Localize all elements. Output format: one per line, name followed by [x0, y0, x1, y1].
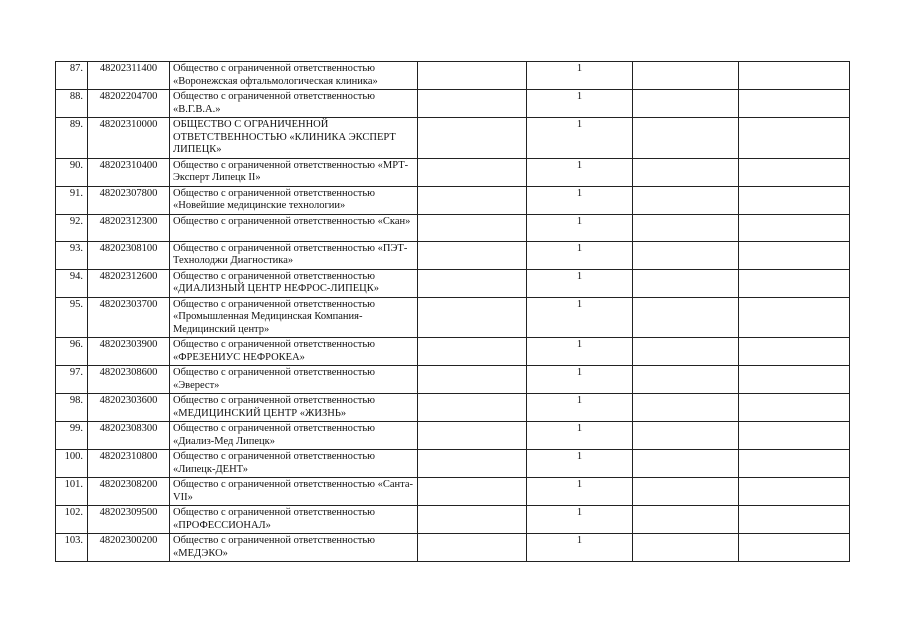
- org-code-cell: 48202303700: [88, 297, 170, 338]
- count-cell: 1: [527, 186, 633, 214]
- org-code-cell: 48202310800: [88, 450, 170, 478]
- empty-cell-3: [739, 450, 850, 478]
- org-name-cell: Общество с ограниченной ответственностью «МРТ-Эксперт Липецк II»: [170, 158, 418, 186]
- table-row: [56, 422, 850, 450]
- empty-cell-2: [633, 366, 739, 394]
- org-name-cell: Общество с ограниченной ответственностью «Промышленная Медицинская Компания-Медицинский центр»: [170, 297, 418, 338]
- empty-cell-3: [739, 506, 850, 534]
- empty-cell-3: [739, 534, 850, 562]
- org-code-cell: 48202308300: [88, 422, 170, 450]
- count-cell: 1: [527, 534, 633, 562]
- table-row: [56, 241, 850, 269]
- count-cell: 1: [527, 241, 633, 269]
- table-row: [56, 450, 850, 478]
- empty-cell-3: [739, 269, 850, 297]
- empty-cell-1: [418, 186, 527, 214]
- empty-cell-2: [633, 241, 739, 269]
- empty-cell-2: [633, 394, 739, 422]
- empty-cell-1: [418, 269, 527, 297]
- row-number-cell: 100.: [56, 450, 88, 478]
- empty-cell-2: [633, 506, 739, 534]
- empty-cell-2: [633, 422, 739, 450]
- count-cell: 1: [527, 158, 633, 186]
- empty-cell-3: [739, 338, 850, 366]
- empty-cell-1: [418, 366, 527, 394]
- empty-cell-3: [739, 62, 850, 90]
- row-number-cell: 97.: [56, 366, 88, 394]
- table-row: [56, 478, 850, 506]
- row-number-cell: 98.: [56, 394, 88, 422]
- org-code-cell: 48202309500: [88, 506, 170, 534]
- organizations-table: [55, 61, 850, 562]
- count-cell: 1: [527, 90, 633, 118]
- org-name-cell: Общество с ограниченной ответственностью «Эверест»: [170, 366, 418, 394]
- org-code-cell: 48202310400: [88, 158, 170, 186]
- empty-cell-2: [633, 90, 739, 118]
- org-name-cell: Общество с ограниченной ответственностью «ДИАЛИЗНЫЙ ЦЕНТР НЕФРОС-ЛИПЕЦК»: [170, 269, 418, 297]
- table-row: [56, 186, 850, 214]
- empty-cell-2: [633, 269, 739, 297]
- empty-cell-2: [633, 534, 739, 562]
- org-name-cell: Общество с ограниченной ответственностью «МЕДИЦИНСКИЙ ЦЕНТР «ЖИЗНЬ»: [170, 394, 418, 422]
- empty-cell-3: [739, 214, 850, 241]
- empty-cell-1: [418, 394, 527, 422]
- table-row: [56, 338, 850, 366]
- org-name-cell: Общество с ограниченной ответственностью «ПЭТ-Технолоджи Диагностика»: [170, 241, 418, 269]
- org-code-cell: 48202312600: [88, 269, 170, 297]
- empty-cell-1: [418, 90, 527, 118]
- empty-cell-3: [739, 478, 850, 506]
- row-number-cell: 92.: [56, 214, 88, 241]
- org-code-cell: 48202303900: [88, 338, 170, 366]
- org-name-cell: ОБЩЕСТВО С ОГРАНИЧЕННОЙ ОТВЕТСТВЕННОСТЬЮ «КЛИНИКА ЭКСПЕРТ ЛИПЕЦК»: [170, 118, 418, 159]
- empty-cell-2: [633, 214, 739, 241]
- empty-cell-2: [633, 450, 739, 478]
- empty-cell-2: [633, 338, 739, 366]
- count-cell: 1: [527, 297, 633, 338]
- table-row: [56, 62, 850, 90]
- table-row: [56, 158, 850, 186]
- row-number-cell: 102.: [56, 506, 88, 534]
- table-row: [56, 297, 850, 338]
- table-row: [56, 269, 850, 297]
- empty-cell-1: [418, 450, 527, 478]
- org-name-cell: Общество с ограниченной ответственностью «Новейшие медицинские технологии»: [170, 186, 418, 214]
- empty-cell-1: [418, 62, 527, 90]
- empty-cell-2: [633, 62, 739, 90]
- empty-cell-1: [418, 506, 527, 534]
- org-code-cell: 48202312300: [88, 214, 170, 241]
- empty-cell-2: [633, 297, 739, 338]
- count-cell: 1: [527, 269, 633, 297]
- count-cell: 1: [527, 422, 633, 450]
- count-cell: 1: [527, 394, 633, 422]
- org-code-cell: 48202303600: [88, 394, 170, 422]
- org-name-cell: Общество с ограниченной ответственностью «В.Г.В.А.»: [170, 90, 418, 118]
- org-code-cell: 48202307800: [88, 186, 170, 214]
- empty-cell-1: [418, 338, 527, 366]
- org-code-cell: 48202310000: [88, 118, 170, 159]
- row-number-cell: 96.: [56, 338, 88, 366]
- empty-cell-3: [739, 297, 850, 338]
- count-cell: 1: [527, 366, 633, 394]
- count-cell: 1: [527, 214, 633, 241]
- row-number-cell: 99.: [56, 422, 88, 450]
- empty-cell-3: [739, 158, 850, 186]
- org-name-cell: Общество с ограниченной ответственностью «Липецк-ДЕНТ»: [170, 450, 418, 478]
- empty-cell-1: [418, 158, 527, 186]
- empty-cell-3: [739, 422, 850, 450]
- document-page: [55, 61, 849, 562]
- empty-cell-1: [418, 478, 527, 506]
- empty-cell-1: [418, 297, 527, 338]
- empty-cell-1: [418, 534, 527, 562]
- count-cell: 1: [527, 478, 633, 506]
- empty-cell-1: [418, 241, 527, 269]
- empty-cell-3: [739, 394, 850, 422]
- org-name-cell: Общество с ограниченной ответственностью «Санта-VII»: [170, 478, 418, 506]
- empty-cell-1: [418, 422, 527, 450]
- empty-cell-2: [633, 158, 739, 186]
- table-row: [56, 394, 850, 422]
- count-cell: 1: [527, 118, 633, 159]
- org-name-cell: Общество с ограниченной ответственностью «Диализ-Мед Липецк»: [170, 422, 418, 450]
- org-name-cell: Общество с ограниченной ответственностью «МЕДЭКО»: [170, 534, 418, 562]
- empty-cell-3: [739, 366, 850, 394]
- org-name-cell: Общество с ограниченной ответственностью «ФРЕЗЕНИУС НЕФРОКЕА»: [170, 338, 418, 366]
- row-number-cell: 103.: [56, 534, 88, 562]
- org-code-cell: 48202308100: [88, 241, 170, 269]
- table-row: [56, 90, 850, 118]
- org-code-cell: 48202311400: [88, 62, 170, 90]
- row-number-cell: 87.: [56, 62, 88, 90]
- table-body: [56, 62, 850, 562]
- row-number-cell: 95.: [56, 297, 88, 338]
- empty-cell-1: [418, 214, 527, 241]
- count-cell: 1: [527, 338, 633, 366]
- row-number-cell: 88.: [56, 90, 88, 118]
- row-number-cell: 101.: [56, 478, 88, 506]
- row-number-cell: 93.: [56, 241, 88, 269]
- row-number-cell: 91.: [56, 186, 88, 214]
- org-name-cell: Общество с ограниченной ответственностью «Воронежская офтальмологическая клиника»: [170, 62, 418, 90]
- table-row: [56, 366, 850, 394]
- org-name-cell: Общество с ограниченной ответственностью «Скан»: [170, 214, 418, 241]
- empty-cell-3: [739, 90, 850, 118]
- org-code-cell: 48202300200: [88, 534, 170, 562]
- org-name-cell: Общество с ограниченной ответственностью «ПРОФЕССИОНАЛ»: [170, 506, 418, 534]
- table-row: [56, 214, 850, 241]
- empty-cell-3: [739, 186, 850, 214]
- empty-cell-2: [633, 478, 739, 506]
- row-number-cell: 89.: [56, 118, 88, 159]
- count-cell: 1: [527, 506, 633, 534]
- table-row: [56, 506, 850, 534]
- table-row: [56, 118, 850, 159]
- empty-cell-2: [633, 118, 739, 159]
- empty-cell-2: [633, 186, 739, 214]
- count-cell: 1: [527, 62, 633, 90]
- empty-cell-1: [418, 118, 527, 159]
- table-row: [56, 534, 850, 562]
- empty-cell-3: [739, 118, 850, 159]
- org-code-cell: 48202308600: [88, 366, 170, 394]
- org-code-cell: 48202308200: [88, 478, 170, 506]
- empty-cell-3: [739, 241, 850, 269]
- count-cell: 1: [527, 450, 633, 478]
- org-code-cell: 48202204700: [88, 90, 170, 118]
- row-number-cell: 90.: [56, 158, 88, 186]
- row-number-cell: 94.: [56, 269, 88, 297]
